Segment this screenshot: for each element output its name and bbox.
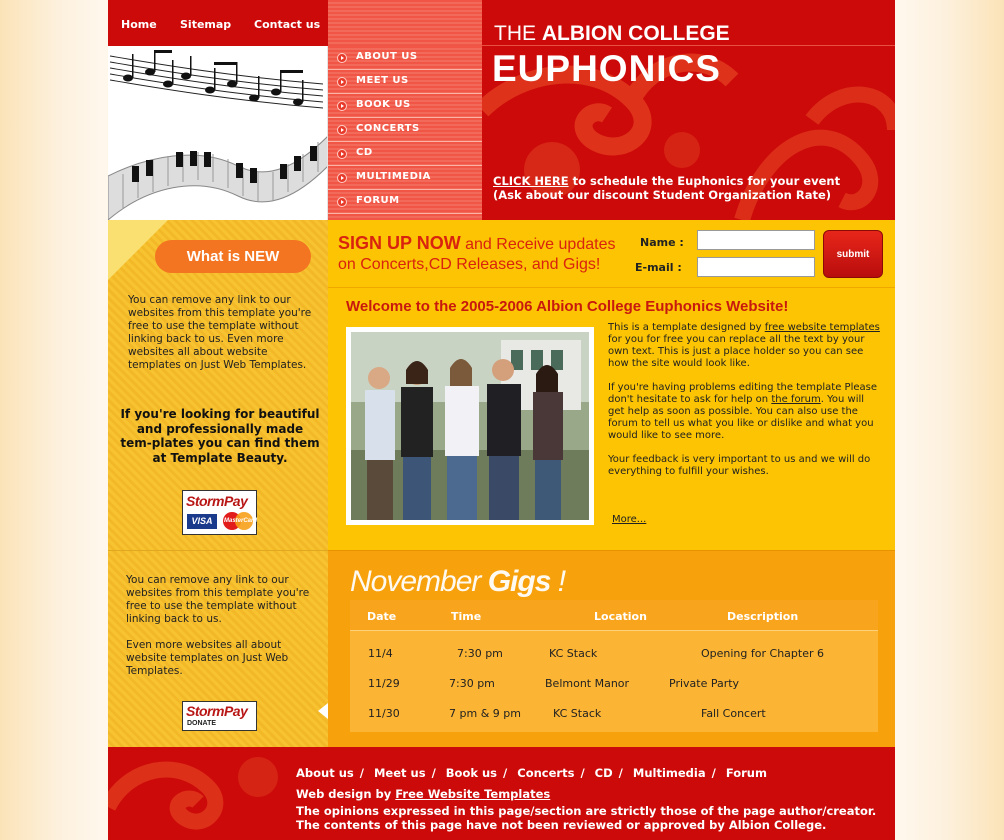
menu-item-label: MEET US xyxy=(356,75,409,86)
welcome-p2-text-end: . You will get help as soon as possible. You can also use the forum to tell us what you like or dislike and what you would like to see more. xyxy=(608,394,874,441)
footer-separator: / xyxy=(503,766,508,780)
info-panel xyxy=(108,550,328,747)
footer-link-meet[interactable]: Meet us xyxy=(373,766,426,780)
footer-link-cd[interactable]: CD xyxy=(594,766,613,780)
page xyxy=(108,0,895,840)
arrow-bullet-icon xyxy=(337,53,347,63)
menu-item-label: BOOK US xyxy=(356,99,411,110)
gig-location: KC Stack xyxy=(553,707,602,720)
arrow-bullet-icon xyxy=(337,77,347,87)
gig-date: 11/30 xyxy=(368,707,400,720)
menu-item-about-us[interactable] xyxy=(328,46,482,70)
click-here-link[interactable]: CLICK HERE xyxy=(493,174,569,188)
footer-link-about[interactable]: About us xyxy=(296,766,354,780)
footer-link-concerts[interactable]: Concerts xyxy=(517,766,575,780)
menu-item-cd[interactable] xyxy=(328,142,482,166)
welcome-body xyxy=(608,322,880,490)
header-location: Location xyxy=(594,610,647,623)
signup-heading-rest: and Receive updates xyxy=(460,236,616,253)
main-menu xyxy=(328,46,482,220)
gig-date: 11/29 xyxy=(368,677,400,690)
menu-item-book-us[interactable] xyxy=(328,94,482,118)
gig-description: Opening for Chapter 6 xyxy=(701,647,824,660)
footer xyxy=(108,747,895,840)
booking-cta xyxy=(493,174,840,202)
footer-swirl-decoration-icon xyxy=(108,747,308,840)
top-nav xyxy=(108,0,328,46)
gigs-title-bold: Gigs xyxy=(487,565,551,598)
disclaimer-line-1: The opinions expressed in this page/section are strictly those of the page author/creator. xyxy=(296,804,877,818)
menu-item-concerts[interactable] xyxy=(328,118,482,142)
whats-new-panel xyxy=(108,220,328,550)
table-row xyxy=(350,703,878,733)
site-title-top xyxy=(494,22,730,46)
header-description: Description xyxy=(727,610,799,623)
free-templates-link[interactable]: free website templates xyxy=(764,322,880,333)
welcome-paragraph-2 xyxy=(608,382,880,442)
info-paragraph-1: You can remove any link to our websites from this template you're free to use the template without linking back to us. xyxy=(126,574,310,625)
forum-link[interactable]: the forum xyxy=(771,394,821,405)
signup-heading-line2: on Concerts,CD Releases, and Gigs! xyxy=(338,256,601,273)
gig-time: 7 pm & 9 pm xyxy=(449,707,521,720)
stormpay-logo: StormPay xyxy=(186,493,248,509)
menu-header-strip xyxy=(328,0,482,46)
whats-new-heading: What is NEW xyxy=(155,240,311,273)
submit-button[interactable]: submit xyxy=(823,230,883,278)
signup-heading-bold: SIGN UP NOW xyxy=(338,233,461,253)
arrow-bullet-icon xyxy=(337,101,347,111)
footer-link-multimedia[interactable]: Multimedia xyxy=(632,766,706,780)
header-banner xyxy=(482,0,895,220)
header-date: Date xyxy=(367,610,397,623)
group-photo-image xyxy=(351,332,589,520)
table-row xyxy=(350,643,878,673)
left-arrow-icon xyxy=(318,703,328,719)
nav-home-link[interactable]: Home xyxy=(121,18,157,31)
gigs-section xyxy=(328,550,895,747)
header-time: Time xyxy=(451,610,482,623)
mastercard-label: MasterCard xyxy=(224,518,258,524)
gig-description: Private Party xyxy=(669,677,740,690)
cta-subtext: (Ask about our discount Student Organization Rate) xyxy=(493,188,832,202)
gigs-title-end: ! xyxy=(550,565,566,598)
menu-item-meet-us[interactable] xyxy=(328,70,482,94)
gigs-title xyxy=(350,565,565,599)
group-photo xyxy=(346,327,594,525)
credit-link[interactable]: Free Website Templates xyxy=(395,787,551,801)
gigs-table-header xyxy=(350,600,878,631)
info-paragraph-2: Even more websites all about website templates on Just Web Templates. xyxy=(126,639,289,677)
stormpay-logo: StormPay xyxy=(186,703,248,719)
footer-separator: / xyxy=(431,766,436,780)
welcome-paragraph-1 xyxy=(608,322,880,370)
menu-item-label: FORUM xyxy=(356,195,400,206)
welcome-p1-text: This is a template designed by xyxy=(608,322,765,333)
stormpay-donate-button[interactable] xyxy=(182,701,257,731)
welcome-section xyxy=(328,288,895,550)
whats-new-text: You can remove any link to our websites from this template you're free to use the template without linking back to us. Even more websites all about website templates on Just Web Templates. xyxy=(128,294,312,371)
more-link[interactable]: More... xyxy=(612,514,647,525)
info-text xyxy=(126,574,316,691)
nav-contact-link[interactable]: Contact us xyxy=(254,18,321,31)
arrow-bullet-icon xyxy=(337,149,347,159)
email-input[interactable] xyxy=(697,257,815,277)
table-row xyxy=(350,673,878,703)
nav-sitemap-link[interactable]: Sitemap xyxy=(180,18,232,31)
footer-separator: / xyxy=(580,766,585,780)
arrow-bullet-icon xyxy=(337,173,347,183)
menu-item-label: MULTIMEDIA xyxy=(356,171,431,182)
disclaimer-line-2: The contents of this page have not been reviewed or approved by Albion College. xyxy=(296,818,827,832)
title-prefix: THE xyxy=(494,22,536,45)
footer-separator: / xyxy=(359,766,364,780)
donate-label: DONATE xyxy=(187,720,217,727)
gigs-table xyxy=(350,600,878,732)
welcome-p2-text: If you're having problems editing the template Please don't hesitate to ask for help on xyxy=(608,382,877,405)
menu-item-label: CD xyxy=(356,147,373,158)
menu-item-multimedia[interactable] xyxy=(328,166,482,190)
footer-link-forum[interactable]: Forum xyxy=(725,766,767,780)
whats-new-bold-text: If you're looking for beautiful and professionally made tem-plates you can find them at Template Beauty. xyxy=(120,407,320,465)
credit-prefix: Web design by xyxy=(296,787,396,801)
footer-separator: / xyxy=(711,766,716,780)
arrow-bullet-icon xyxy=(337,197,347,207)
signup-heading xyxy=(338,233,615,275)
welcome-title: Welcome to the 2005-2006 Albion College Euphonics Website! xyxy=(346,298,789,315)
visa-icon: VISA xyxy=(187,514,217,529)
stormpay-button[interactable] xyxy=(182,490,257,535)
footer-disclaimer xyxy=(296,804,876,832)
welcome-p1-text-end: for you for free you can replace all the text by your own text. This is just a place holder so you can see how the site would look like. xyxy=(608,334,865,369)
name-input[interactable] xyxy=(697,230,815,250)
music-notes-piano-icon xyxy=(108,46,328,220)
signup-bar xyxy=(328,220,895,288)
cta-text: to schedule the Euphonics for your event xyxy=(568,174,841,188)
menu-item-forum[interactable] xyxy=(328,190,482,214)
menu-item-label: CONCERTS xyxy=(356,123,420,134)
menu-item-label: ABOUT US xyxy=(356,51,418,62)
music-keyboard-illustration xyxy=(108,46,328,220)
footer-separator: / xyxy=(618,766,623,780)
gig-time: 7:30 pm xyxy=(449,677,495,690)
footer-nav xyxy=(296,766,767,780)
arrow-bullet-icon xyxy=(337,125,347,135)
footer-credit xyxy=(296,787,550,801)
gig-date: 11/4 xyxy=(368,647,393,660)
gig-time: 7:30 pm xyxy=(457,647,503,660)
email-label: E-mail : xyxy=(635,261,682,274)
gig-location: Belmont Manor xyxy=(545,677,630,690)
name-label: Name : xyxy=(640,236,684,249)
title-college: ALBION COLLEGE xyxy=(541,22,730,45)
footer-link-book[interactable]: Book us xyxy=(445,766,498,780)
gig-location: KC Stack xyxy=(549,647,598,660)
welcome-paragraph-3: Your feedback is very important to us and we will do everything to fulfill your wishes. xyxy=(608,454,871,477)
site-title-main: EUPHONICS xyxy=(492,48,721,89)
gig-description: Fall Concert xyxy=(701,707,766,720)
gigs-title-month: November xyxy=(350,565,488,598)
